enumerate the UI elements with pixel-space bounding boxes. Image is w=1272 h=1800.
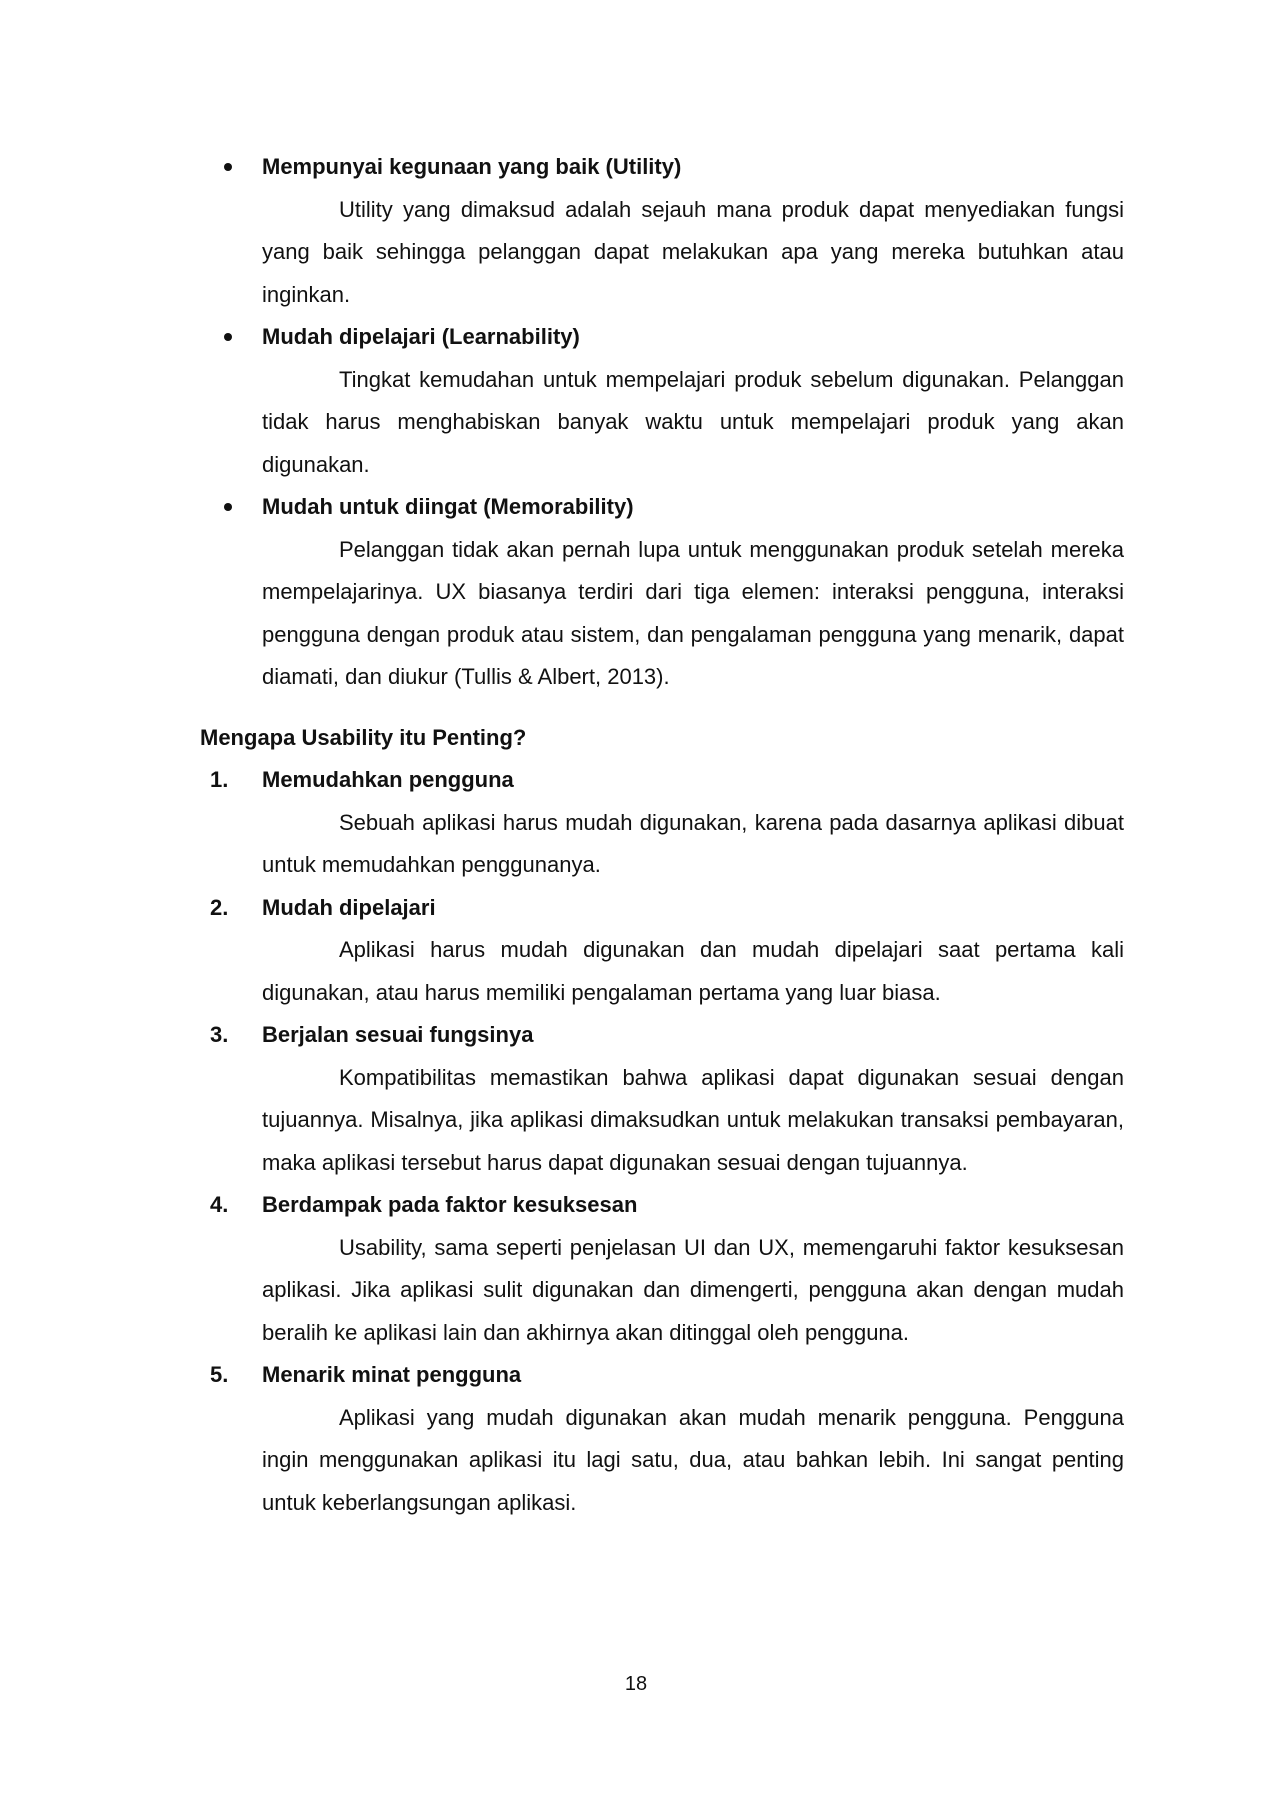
numbered-item-2 <box>200 887 1124 1015</box>
bullet-marker <box>224 503 232 511</box>
numbered-heading: Memudahkan pengguna <box>262 767 514 792</box>
bullet-item-memorability <box>200 486 1124 699</box>
page-number: 18 <box>624 1673 648 1695</box>
list-number: 3. <box>210 1022 229 1047</box>
bullet-marker <box>224 333 232 341</box>
bullet-paragraph: Pelanggan tidak akan pernah lupa untuk menggunakan produk setelah mereka mempelajarinya. UX biasanya terdiri dari tiga elemen: interaksi pengguna, interaksi pengguna dengan produk atau sistem, dan pengalaman pengguna yang menarik, dapat diamati, dan diukur (Tullis & Albert, 2013). <box>262 536 1124 689</box>
numbered-item-4 <box>200 1184 1124 1354</box>
numbered-paragraph: Aplikasi harus mudah digunakan dan mudah dipelajari saat pertama kali digunakan, atau harus memiliki pengalaman pertama yang luar biasa. <box>262 937 1124 1005</box>
bullet-item-learnability <box>200 316 1124 486</box>
bullet-heading: Mudah dipelajari (Learnability) <box>262 324 580 349</box>
numbered-paragraph: Aplikasi yang mudah digunakan akan mudah menarik pengguna. Pengguna ingin menggunakan aplikasi itu lagi satu, dua, atau bahkan lebih. Ini sangat penting untuk keberlangsungan aplikasi. <box>262 1404 1124 1515</box>
numbered-paragraph: Kompatibilitas memastikan bahwa aplikasi dapat digunakan sesuai dengan tujuannya. Misalnya, jika aplikasi dimaksudkan untuk melakukan transaksi pembayaran, maka aplikasi tersebut harus dapat digunakan sesuai dengan tujuannya. <box>262 1064 1124 1175</box>
list-number: 1. <box>210 767 229 792</box>
bullet-paragraph: Tingkat kemudahan untuk mempelajari produk sebelum digunakan. Pelanggan tidak harus menghabiskan banyak waktu untuk mempelajari produk yang akan digunakan. <box>262 366 1124 477</box>
numbered-heading: Mudah dipelajari <box>262 894 436 920</box>
numbered-heading: Menarik minat pengguna <box>262 1362 522 1387</box>
page-content <box>200 146 1124 1524</box>
list-number: 2. <box>210 894 229 920</box>
list-number: 4. <box>210 1192 229 1217</box>
bullet-heading: Mempunyai kegunaan yang baik (Utility) <box>262 154 682 179</box>
numbered-item-3 <box>200 1014 1124 1184</box>
numbered-item-5 <box>200 1354 1124 1524</box>
numbered-item-1 <box>200 759 1124 887</box>
numbered-paragraph: Usability, sama seperti penjelasan UI dan UX, memengaruhi faktor kesuksesan aplikasi. Jika aplikasi sulit digunakan dan dimengerti, pengguna akan dengan mudah beralih ke aplikasi lain dan akhirnya akan ditinggal oleh pengguna. <box>262 1234 1124 1345</box>
bullet-paragraph: Utility yang dimaksud adalah sejauh mana produk dapat menyediakan fungsi yang baik sehingga pelanggan dapat melakukan apa yang mereka butuhkan atau inginkan. <box>262 196 1124 307</box>
list-number: 5. <box>210 1362 229 1387</box>
numbered-paragraph: Sebuah aplikasi harus mudah digunakan, karena pada dasarnya aplikasi dibuat untuk memudahkan penggunanya. <box>262 809 1124 877</box>
bullet-item-utility <box>200 146 1124 316</box>
numbered-heading: Berjalan sesuai fungsinya <box>262 1022 534 1047</box>
numbered-heading: Berdampak pada faktor kesuksesan <box>262 1192 638 1217</box>
bullet-marker <box>224 163 232 171</box>
section-heading: Mengapa Usability itu Penting? <box>200 724 527 750</box>
bullet-heading: Mudah untuk diingat (Memorability) <box>262 494 634 519</box>
